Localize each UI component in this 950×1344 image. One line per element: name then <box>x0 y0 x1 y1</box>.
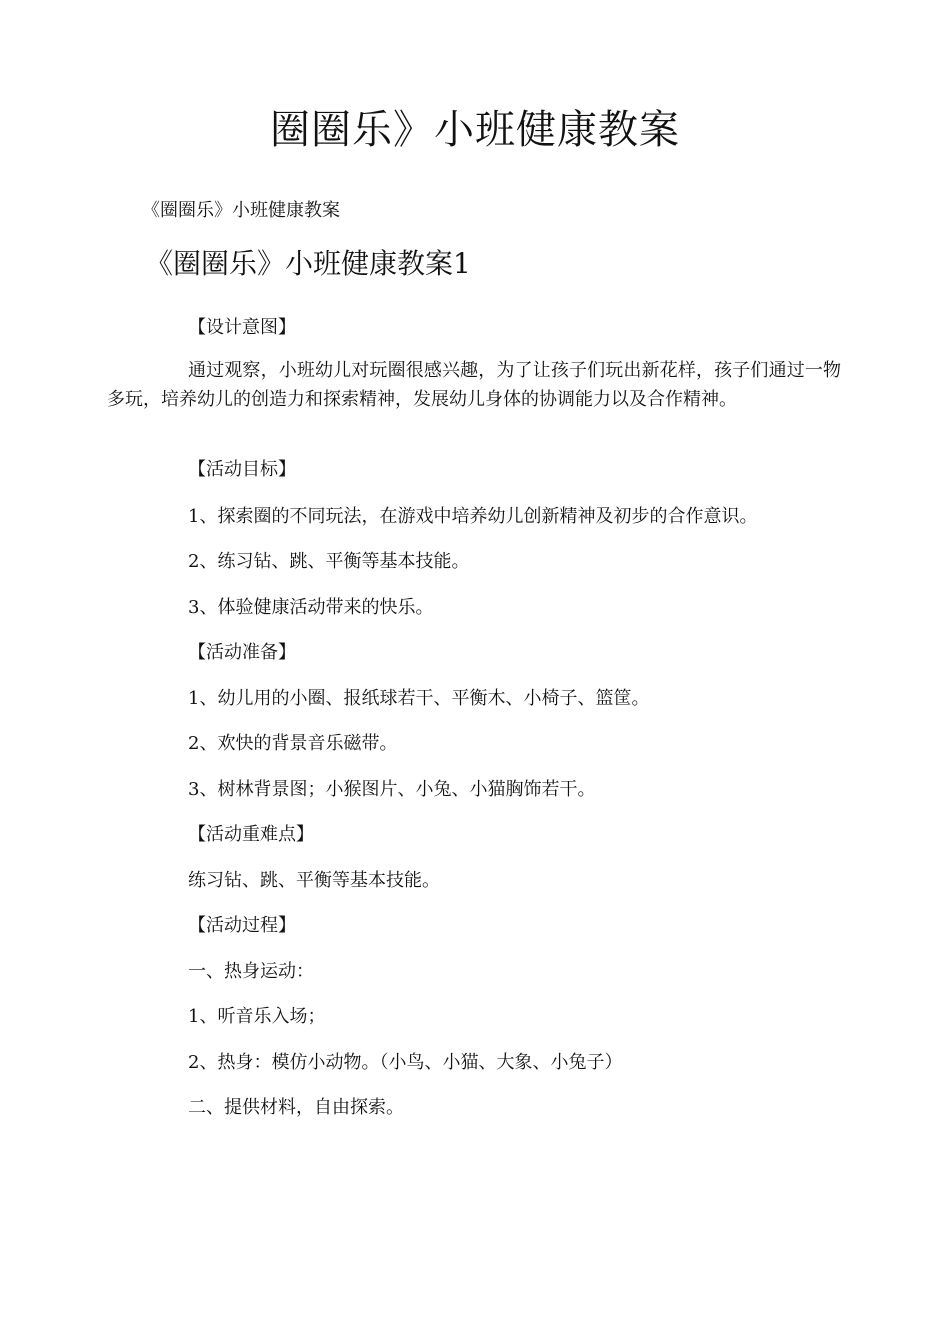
design-intent-heading: 【设计意图】 <box>188 317 296 338</box>
section-heading: 《圈圈乐》小班健康教案1 <box>145 247 471 280</box>
goal-item: 2、练习钻、跳、平衡等基本技能。 <box>188 551 470 572</box>
preparation-heading: 【活动准备】 <box>188 642 296 663</box>
design-intent-text: 通过观察，小班幼儿对玩圈很感兴趣，为了让孩子们玩出新花样，孩子们通过一物多玩，培养幼儿的创造力和探索精神，发展幼儿身体的协调能力以及合作精神。 <box>107 360 841 410</box>
process-item: 一、热身运动： <box>188 961 314 982</box>
key-points-heading: 【活动重难点】 <box>188 824 314 845</box>
preparation-item: 1、幼儿用的小圈、报纸球若干、平衡木、小椅子、篮筐。 <box>188 688 650 709</box>
key-points-text: 练习钻、跳、平衡等基本技能。 <box>188 870 440 891</box>
goals-heading: 【活动目标】 <box>188 459 296 480</box>
process-item: 1、听音乐入场； <box>188 1006 326 1027</box>
preparation-item: 2、欢快的背景音乐磁带。 <box>188 733 398 754</box>
preparation-item: 3、树林背景图；小猴图片、小兔、小猫胸饰若干。 <box>188 779 596 800</box>
document-title: 圈圈乐》小班健康教案 <box>270 107 680 153</box>
document-subtitle: 《圈圈乐》小班健康教案 <box>142 200 340 221</box>
goal-item: 1、探索圈的不同玩法，在游戏中培养幼儿创新精神及初步的合作意识。 <box>188 506 758 527</box>
goal-item: 3、体验健康活动带来的快乐。 <box>188 597 434 618</box>
process-heading: 【活动过程】 <box>188 915 296 936</box>
process-item: 2、热身：模仿小动物。（小鸟、小猫、大象、小兔子） <box>188 1052 623 1073</box>
process-item: 二、提供材料，自由探索。 <box>188 1097 404 1118</box>
